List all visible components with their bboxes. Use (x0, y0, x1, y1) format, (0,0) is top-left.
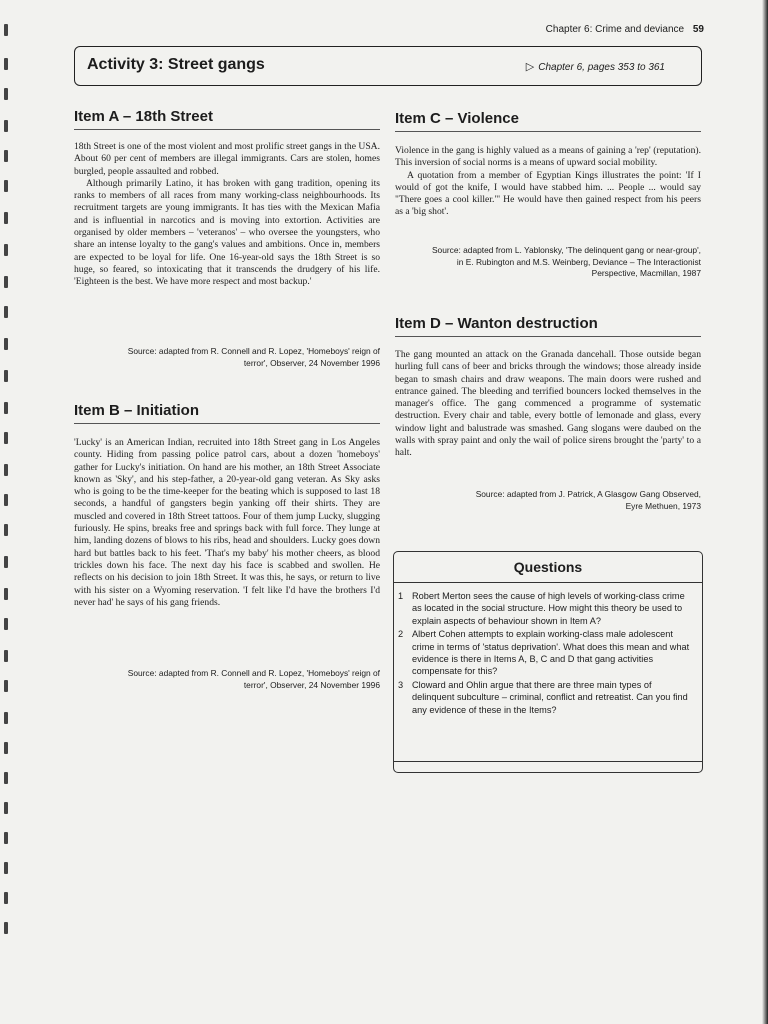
binding-spine (0, 0, 18, 1024)
item-c-source-line: Perspective, Macmillan, 1987 (591, 268, 701, 279)
question-text: Robert Merton sees the cause of high levels of working-class crime as located in the social structure. How might this theory be used to explain aspects of behaviour shown in Item A? (412, 591, 685, 626)
questions-box (393, 551, 703, 773)
item-c-source-line: Source: adapted from L. Yablonsky, 'The delinquent gang or near-group', (431, 245, 701, 255)
item-d-paragraph: The gang mounted an attack on the Granada dancehall. Those outside began hurling full cans of beer and bricks through the windows; those already inside began to smash chairs and draw weapons. The main doors were rushed and entrance gained. The bleeding and terrified bouncers locked themselves in the manager's office. The gang commenced a programme of systematic destruction. Every chair and table, every bottle of lemonade and glass, every window light and balustrade was smashed. Gang slogans were daubed on the walls with spray paint and only the wail of police sirens brought the 'party' to a halt. (395, 349, 701, 459)
item-d-body (395, 349, 701, 460)
item-d-source (395, 489, 701, 512)
page-edge-shadow (762, 0, 768, 1024)
page-number: 59 (692, 24, 704, 35)
question-text: Albert Cohen attempts to explain working-class male adolescent crime in terms of 'status deprivation'. What does this mean and what evidence is there in Items A, B, C and D that gang activities compensate for this? (412, 629, 690, 677)
item-c-heading: Item C – Violence (395, 110, 701, 132)
question-number: 2 (398, 629, 404, 640)
item-a-body (74, 141, 380, 289)
activity-banner (74, 46, 702, 86)
question-number: 3 (398, 679, 404, 690)
question-text: Cloward and Ohlin argue that there are three main types of delinquent subculture – criminal, conflict and retreatist. Can you find any evidence of these in the Items? (412, 679, 688, 715)
item-a-source-line: Source: adapted from R. Connell and R. Lopez, 'Homeboys' reign of (127, 346, 380, 356)
triangle-arrow-icon: ▷ (525, 61, 535, 73)
running-head (546, 24, 704, 35)
item-b-body (74, 437, 380, 609)
item-c-source-line: in E. Rubington and M.S. Weinberg, Deviance – The Interactionist (456, 256, 701, 267)
question-number: 1 (398, 591, 404, 601)
chapter-title: Chapter 6: Crime and deviance (545, 24, 685, 35)
questions-bottom-rule (394, 761, 702, 762)
item-a-paragraph: 18th Street is one of the most violent and most prolific street gangs in the USA. About 60 per cent of members are illegal immigrants. Cars are stolen, homes burgled, people assaulted and robbed. (74, 141, 380, 177)
item-b-paragraph: 'Lucky' is an American Indian, recruited into 18th Street gang in Los Angeles county. Hiding from passing police patrol cars, about a dozen 'homeboys' gather for Lucky's initiation. On hand are his mother, an 18th Street Associate known as 'Sky', and his step-father, a 20-year-old gang veteran. As Sky asks who is going to be the time-keeper for the beating which is supposed to last 18 seconds, a handful of gangsters begin yanking off their shirts. They are muscled and covered in 18th Street tattoos. Four of them jump Lucky, slugging furiously. He spins, breaks free and springs back with full force. They lunge at him, landing dozens of blows to his ribs, head and shoulders. Lucky goes down hard but battles back to his feet. 'That's my baby' his mother cheers, as blood trickles down his face. The next day his face is scabbed and swollen. He reflects on his decision to join 18th Street. It was this, he says, or return to live with his sister on a Wyoming reservation. 'I felt like I'd have the brothers I'd never had' he says of his gang friends. (74, 437, 380, 608)
question-item (396, 679, 692, 716)
item-d-source-line: Source: adapted from J. Patrick, A Glasgow Gang Observed, (475, 489, 701, 499)
item-b-source-line: terror', Observer, 24 November 1996 (243, 679, 380, 690)
item-a-source (74, 346, 380, 369)
item-d-heading: Item D – Wanton destruction (395, 315, 701, 337)
activity-reference-text: Chapter 6, pages 353 to 361 (538, 62, 665, 73)
item-d-source-line: Eyre Methuen, 1973 (625, 500, 701, 511)
questions-title: Questions (394, 552, 702, 583)
activity-reference (526, 60, 665, 73)
item-b-source (74, 668, 380, 691)
question-item (396, 590, 692, 627)
item-c-body (395, 145, 701, 219)
item-c-paragraph: A quotation from a member of Egyptian Kings illustrates the point: 'If I would of got the knife, I would have stabbed him. ... People ... would say "There goes a cool killer."' He would have then gained respect from his peers as a 'big shot'. (395, 169, 701, 218)
activity-title: Activity 3: Street gangs (87, 56, 265, 73)
item-c-paragraph: Violence in the gang is highly valued as a means of gaining a 'rep' (reputation). This inversion of social norms is a means of upward social mobility. (395, 145, 701, 169)
item-a-paragraph: Although primarily Latino, it has broken with gang tradition, opening its ranks to members of all races from many working-class neighbourhoods. Its recruitment targets are young immigrants. It has ties with the Mexican Mafia and is influential in narcotics and is moving into extortion. Activities are organised by older members – 'veteranos' – who oversee the youngsters, who share an intense loyalty to the gang's values and ambitions. Once in, members are expected to be loyal for life. One 16-year-old says the 18th Street is so huge, so feared, so intoxicating that it transcends the drudgery of his life. 'Eighteen is the best. We have more respect and most backup.' (74, 177, 380, 288)
questions-list (396, 590, 692, 717)
item-a-source-line: terror', Observer, 24 November 1996 (243, 357, 380, 368)
item-b-heading: Item B – Initiation (74, 402, 380, 424)
question-item (396, 628, 692, 678)
item-b-source-line: Source: adapted from R. Connell and R. Lopez, 'Homeboys' reign of (127, 668, 380, 678)
item-c-source (395, 245, 701, 280)
item-a-heading: Item A – 18th Street (74, 108, 380, 130)
